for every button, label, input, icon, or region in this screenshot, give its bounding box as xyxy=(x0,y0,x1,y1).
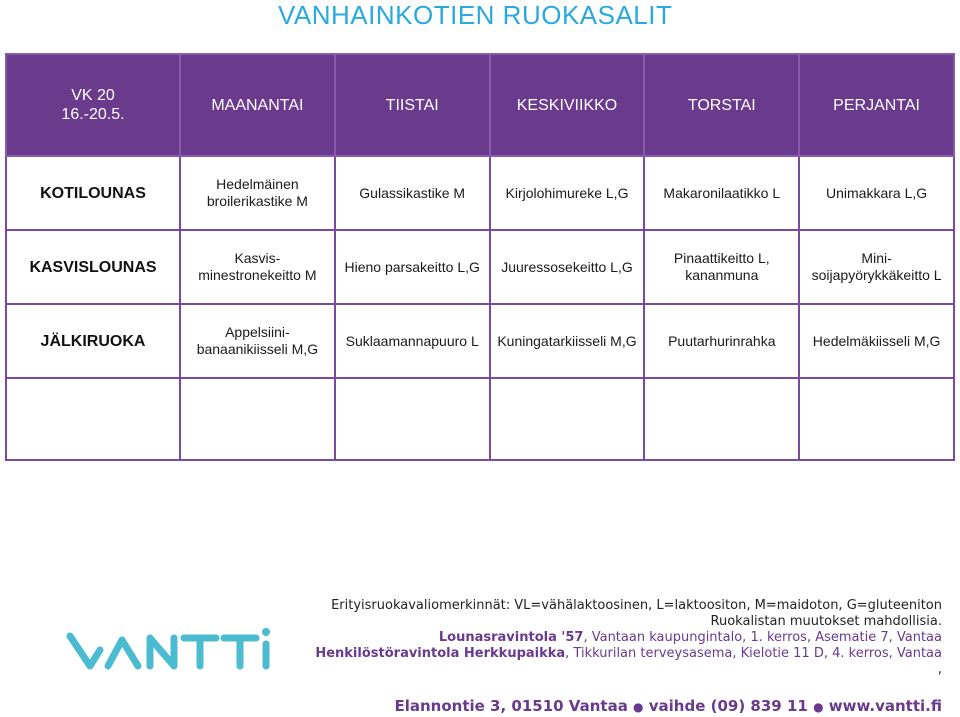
menu-cell xyxy=(180,304,335,378)
menu-row-jalkiruoka xyxy=(6,304,954,378)
page-title: VANHAINKOTIEN RUOKASALIT xyxy=(278,0,673,30)
dish-line: Kasvis- xyxy=(234,250,281,266)
menu-cell xyxy=(490,156,645,230)
dish-line: soijapyörykkäkeitto L xyxy=(811,267,942,283)
menu-cell xyxy=(335,156,490,230)
vantti-logo xyxy=(64,622,276,676)
day-header-wednesday: KESKIVIIKKO xyxy=(490,54,645,156)
dish-line: Puutarhurinrahka xyxy=(668,332,776,349)
menu-cell-empty xyxy=(180,378,335,460)
restaurant-1-address: , Vantaan kaupungintalo, 1. kerros, Asematie 7, Vantaa xyxy=(583,630,942,645)
week-label xyxy=(6,54,180,156)
dish-line: Hedelmäinen xyxy=(216,176,299,192)
footer-website-link[interactable]: www.vantti.fi xyxy=(828,697,942,715)
day-header-thursday: TORSTAI xyxy=(644,54,799,156)
restaurant-2-address: , Tikkurilan terveysasema, Kielotie 11 D, 4. kerros, Vantaa xyxy=(565,646,942,661)
restaurant-2-name: Henkilöstöravintola Herkkupaikka xyxy=(315,646,566,661)
week-dates: 16.-20.5. xyxy=(61,106,125,123)
menu-cell xyxy=(799,304,954,378)
menu-cell xyxy=(490,230,645,304)
menu-table xyxy=(5,53,955,461)
dish-line: Kuningatarkiisseli M,G xyxy=(497,332,637,349)
dish-line: broilerikastike M xyxy=(206,193,308,209)
menu-cell xyxy=(490,304,645,378)
dish-line: minestronekeitto M xyxy=(198,267,317,283)
bullet-icon: ● xyxy=(633,700,644,714)
dish-line: Makaronilaatikko L xyxy=(663,184,781,201)
menu-row-kotilounas xyxy=(6,156,954,230)
menu-cell xyxy=(644,304,799,378)
menu-row-empty xyxy=(6,378,954,460)
day-header-friday: PERJANTAI xyxy=(799,54,954,156)
dish-line: Suklaamannapuuro L xyxy=(345,332,479,349)
dish-line: Pinaattikeitto L, xyxy=(673,250,770,266)
bullet-icon: ● xyxy=(813,700,824,714)
changes-note: Ruokalistan muutokset mahdollisia. xyxy=(710,614,942,629)
footer-address: Elannontie 3, 01510 Vantaa xyxy=(394,697,628,715)
dish-line: Hieno parsakeitto L,G xyxy=(344,258,480,275)
dish-line: Kirjolohimureke L,G xyxy=(505,184,629,201)
legend-trailing-mark: , xyxy=(937,662,942,677)
menu-cell-empty xyxy=(6,378,180,460)
dish-line: Juuressosekeitto L,G xyxy=(501,258,633,275)
menu-cell-empty xyxy=(335,378,490,460)
row-label: KASVISLOUNAS xyxy=(6,230,180,304)
menu-cell xyxy=(335,230,490,304)
dish-line: banaanikiisseli M,G xyxy=(196,341,319,357)
menu-cell-empty xyxy=(799,378,954,460)
menu-cell xyxy=(644,230,799,304)
restaurant-1 xyxy=(315,630,942,646)
menu-cell xyxy=(799,230,954,304)
day-header-monday: MAANANTAI xyxy=(180,54,335,156)
dish-line: kananmuna xyxy=(685,267,759,283)
dish-line: Appelsiini- xyxy=(225,324,290,340)
dish-line: Unimakkara L,G xyxy=(826,184,928,201)
dish-line: Gulassikastike M xyxy=(359,184,466,201)
menu-cell xyxy=(644,156,799,230)
restaurant-1-name: Lounasravintola '57 xyxy=(438,630,584,645)
footer-contact xyxy=(394,697,942,715)
diet-legend: Erityisruokavaliomerkinnät: VL=vähälaktoosinen, L=laktoositon, M=maidoton, G=gluteeniton xyxy=(331,598,942,613)
legend-block xyxy=(315,598,942,678)
menu-header-row xyxy=(6,54,954,156)
dish-line: Hedelmäkiisseli M,G xyxy=(812,332,941,349)
day-header-tuesday: TIISTAI xyxy=(335,54,490,156)
footer-phone: vaihde (09) 839 11 xyxy=(648,697,808,715)
week-number: VK 20 xyxy=(71,87,115,104)
menu-cell-empty xyxy=(490,378,645,460)
menu-cell xyxy=(799,156,954,230)
menu-cell-empty xyxy=(644,378,799,460)
menu-cell xyxy=(335,304,490,378)
menu-cell xyxy=(180,156,335,230)
menu-cell xyxy=(180,230,335,304)
restaurant-2 xyxy=(315,646,942,662)
menu-row-kasvislounas xyxy=(6,230,954,304)
dish-line: Mini- xyxy=(861,250,892,266)
row-label: JÄLKIRUOKA xyxy=(6,304,180,378)
row-label: KOTILOUNAS xyxy=(6,156,180,230)
